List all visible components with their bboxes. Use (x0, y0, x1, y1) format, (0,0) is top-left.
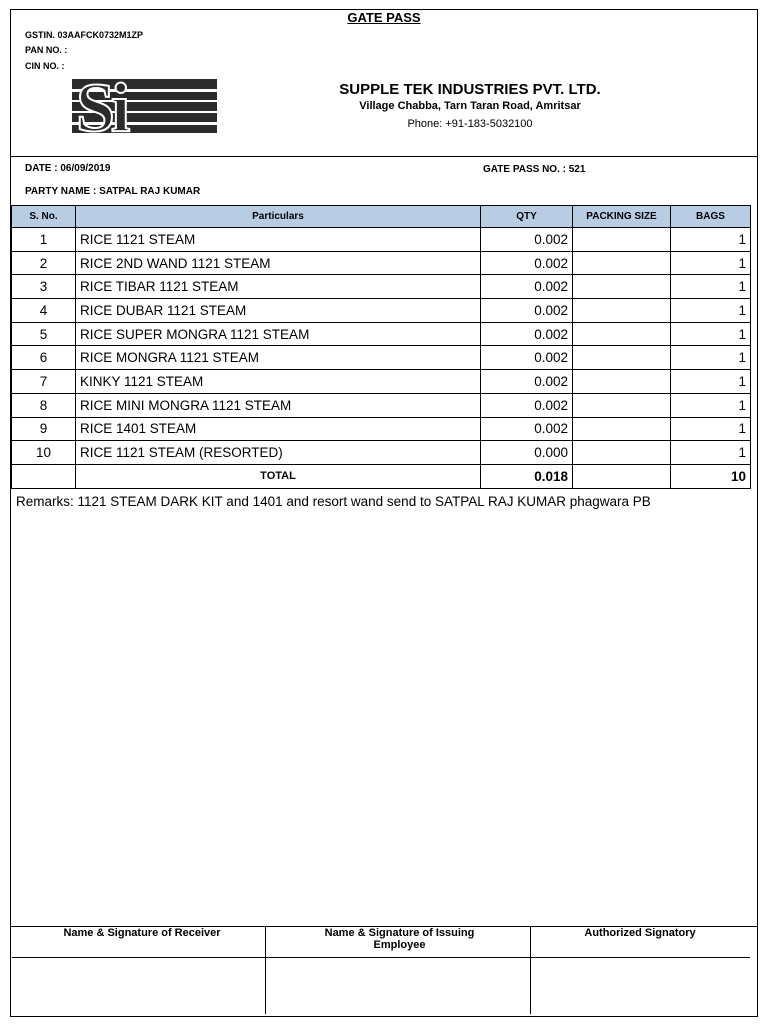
col-qty: QTY (481, 206, 573, 228)
date: DATE : 06/09/2019 (25, 163, 111, 174)
row-particulars: RICE 2ND WAND 1121 STEAM (76, 251, 481, 275)
row-sno: 5 (12, 322, 76, 346)
row-sno: 8 (12, 393, 76, 417)
sig-divider-1 (265, 926, 266, 1014)
row-qty: 0.002 (481, 346, 573, 370)
logo-mark (72, 79, 217, 133)
gstin: GSTIN. 03AAFCK0732M1ZP (25, 30, 144, 40)
row-qty: 0.000 (481, 441, 573, 465)
row-qty: 0.002 (481, 322, 573, 346)
row-sno: 10 (12, 441, 76, 465)
row-particulars: RICE 1121 STEAM (RESORTED) (76, 441, 481, 465)
row-packing-size (573, 393, 671, 417)
company-phone: Phone: +91-183-5032100 (407, 118, 533, 130)
table-row (12, 299, 751, 323)
items-table (11, 205, 751, 489)
table-row (12, 322, 751, 346)
signature-line (12, 957, 750, 958)
table-body (12, 228, 751, 465)
total-qty: 0.018 (481, 464, 573, 488)
row-particulars: RICE TIBAR 1121 STEAM (76, 275, 481, 299)
table-row (12, 275, 751, 299)
row-packing-size (573, 299, 671, 323)
row-packing-size (573, 251, 671, 275)
row-bags: 1 (671, 346, 751, 370)
frame-right (757, 9, 758, 1017)
remarks: Remarks: 1121 STEAM DARK KIT and 1401 and resort wand send to SATPAL RAJ KUMAR phagwara PB (16, 494, 651, 509)
cin-number: CIN NO. : (25, 61, 65, 71)
row-bags: 1 (671, 322, 751, 346)
document-title: GATE PASS (347, 10, 421, 25)
party-name: PARTY NAME : SATPAL RAJ KUMAR (25, 186, 201, 197)
row-bags: 1 (671, 393, 751, 417)
total-bags: 10 (671, 464, 751, 488)
row-sno: 7 (12, 370, 76, 394)
row-sno: 1 (12, 228, 76, 252)
table-row (12, 417, 751, 441)
row-packing-size (573, 275, 671, 299)
row-qty: 0.002 (481, 228, 573, 252)
gate-pass-number: GATE PASS NO. : 521 (483, 164, 586, 175)
row-packing-size (573, 228, 671, 252)
company-name: SUPPLE TEK INDUSTRIES PVT. LTD. (339, 81, 601, 98)
col-particulars: Particulars (76, 206, 481, 228)
row-bags: 1 (671, 299, 751, 323)
table-row (12, 228, 751, 252)
col-sno: S. No. (12, 206, 76, 228)
row-sno: 3 (12, 275, 76, 299)
total-label: TOTAL (76, 464, 481, 488)
authorized-signatory-label: Authorized Signatory (584, 927, 696, 939)
row-particulars: RICE 1401 STEAM (76, 417, 481, 441)
row-qty: 0.002 (481, 417, 573, 441)
frame-bottom (10, 1016, 758, 1017)
row-qty: 0.002 (481, 393, 573, 417)
total-row (12, 464, 751, 488)
table-row (12, 441, 751, 465)
row-bags: 1 (671, 441, 751, 465)
issuing-employee-signature-label: Name & Signature of Issuing Employee (324, 927, 475, 951)
col-bags: BAGS (671, 206, 751, 228)
sig-divider-2 (530, 926, 531, 1014)
row-bags: 1 (671, 228, 751, 252)
signature-area (12, 926, 750, 1016)
row-packing-size (573, 322, 671, 346)
col-packing-size: PACKING SIZE (573, 206, 671, 228)
row-qty: 0.002 (481, 299, 573, 323)
table-row (12, 370, 751, 394)
row-particulars: RICE SUPER MONGRA 1121 STEAM (76, 322, 481, 346)
row-particulars: RICE MINI MONGRA 1121 STEAM (76, 393, 481, 417)
row-particulars: KINKY 1121 STEAM (76, 370, 481, 394)
header-divider (10, 156, 758, 157)
table-row (12, 393, 751, 417)
row-packing-size (573, 346, 671, 370)
row-qty: 0.002 (481, 251, 573, 275)
row-particulars: RICE 1121 STEAM (76, 228, 481, 252)
row-bags: 1 (671, 370, 751, 394)
company-address: Village Chabba, Tarn Taran Road, Amritsar (359, 100, 581, 112)
row-bags: 1 (671, 275, 751, 299)
row-bags: 1 (671, 251, 751, 275)
row-sno: 4 (12, 299, 76, 323)
row-packing-size (573, 417, 671, 441)
company-logo (72, 79, 217, 133)
row-bags: 1 (671, 417, 751, 441)
receiver-signature-label: Name & Signature of Receiver (63, 927, 221, 939)
table-row (12, 346, 751, 370)
row-sno: 2 (12, 251, 76, 275)
row-sno: 9 (12, 417, 76, 441)
row-particulars: RICE MONGRA 1121 STEAM (76, 346, 481, 370)
table-header-row (12, 206, 751, 228)
table-row (12, 251, 751, 275)
logo-letters: Si (76, 79, 127, 133)
pan-number: PAN NO. : (25, 45, 68, 55)
row-packing-size (573, 441, 671, 465)
total-packing (573, 464, 671, 488)
row-qty: 0.002 (481, 370, 573, 394)
row-particulars: RICE DUBAR 1121 STEAM (76, 299, 481, 323)
row-qty: 0.002 (481, 275, 573, 299)
frame-left (10, 9, 11, 1017)
row-packing-size (573, 370, 671, 394)
row-sno: 6 (12, 346, 76, 370)
total-blank (12, 464, 76, 488)
